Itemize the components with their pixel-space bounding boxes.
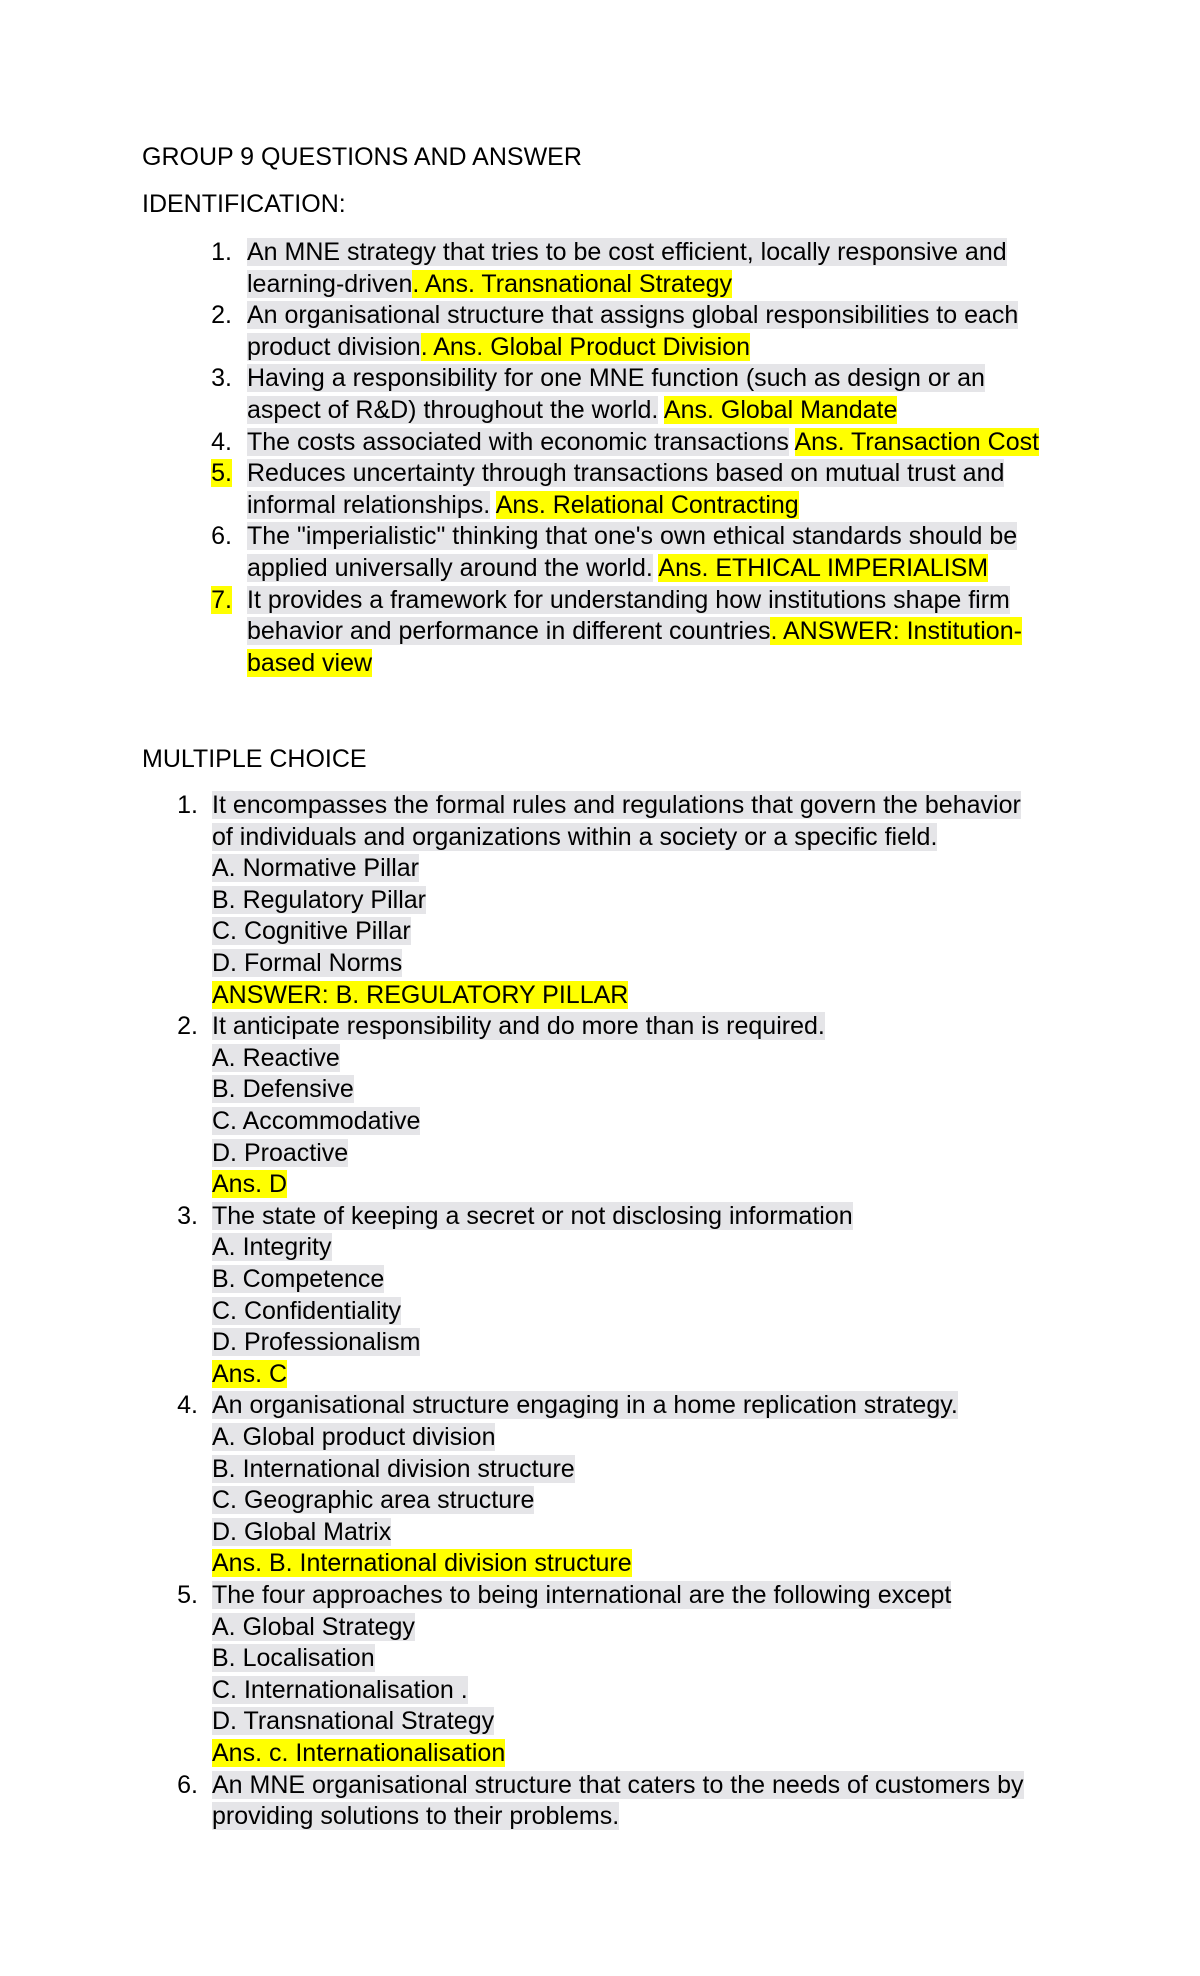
question-text [212, 1390, 958, 1421]
question-text-continued [247, 616, 1022, 647]
option-text: A. Global Strategy [212, 1612, 415, 1641]
option-c [212, 1296, 401, 1327]
question-text [247, 521, 1017, 552]
option-text: D. Professionalism [212, 1328, 421, 1357]
question-text [212, 1201, 853, 1232]
question-line: learning-driven [247, 269, 413, 298]
answer-highlight: Ans. ETHICAL IMPERIALISM [658, 554, 989, 582]
option-b [212, 1264, 384, 1295]
item-number: 4. [211, 427, 232, 456]
option-text: A. Integrity [212, 1233, 332, 1262]
answer-highlight: Ans. D [212, 1170, 288, 1199]
item-number: 1. [211, 238, 232, 266]
option-text: B. International division structure [212, 1454, 575, 1483]
question-text [212, 1770, 1024, 1801]
option-d [212, 1327, 420, 1358]
option-b [212, 885, 426, 916]
answer-highlight: Ans. Relational Contracting [495, 490, 799, 519]
question-line: An organisational structure that assigns global responsibilities to each [247, 301, 1019, 330]
question-line: providing solutions to their problems. [212, 1802, 620, 1831]
question-text [212, 790, 1021, 821]
option-c [212, 916, 411, 947]
question-line: Having a responsibility for one MNE function (such as design or an [247, 364, 985, 393]
option-d [212, 948, 402, 979]
question-line: The costs associated with economic transactions [247, 427, 789, 456]
item-number: 7. [211, 585, 232, 614]
question-line: It encompasses the formal rules and regulations that govern the behavior [212, 791, 1021, 819]
question-line: An MNE organisational structure that caters to the needs of customers by [212, 1770, 1024, 1799]
question-text-continued [247, 395, 897, 426]
option-text: D. Transnational Strategy [212, 1707, 495, 1736]
question-text [212, 1011, 825, 1042]
answer-line [212, 980, 628, 1011]
question-text [247, 363, 985, 394]
question-text-continued [247, 553, 988, 584]
question-line: An organisational structure engaging in a home replication strategy. [212, 1391, 958, 1420]
option-text: B. Localisation [212, 1644, 375, 1673]
question-line: The four approaches to being international are the following except [212, 1581, 952, 1609]
multiple-choice-heading: MULTIPLE CHOICE [142, 745, 367, 773]
question-text [247, 427, 1039, 458]
question-line: It anticipate responsibility and do more than is required. [212, 1012, 825, 1041]
answer-highlight: based view [247, 648, 373, 677]
question-line: of individuals and organizations within a society or a specific field. [212, 822, 938, 851]
answer-line [212, 1169, 287, 1200]
question-text-continued [247, 332, 750, 363]
option-c [212, 1485, 534, 1516]
identification-heading: IDENTIFICATION: [142, 190, 346, 218]
question-line: aspect of R&D) throughout the world. [247, 396, 659, 424]
question-line: The state of keeping a secret or not disclosing information [212, 1201, 853, 1230]
answer-highlight: Ans. B. International division structure [212, 1549, 632, 1578]
option-c [212, 1106, 420, 1137]
item-number: 5. [177, 1581, 198, 1609]
item-number: 5. [211, 459, 232, 488]
option-a [212, 1422, 495, 1453]
option-b [212, 1643, 375, 1674]
answer-highlight: . Ans. Global Product Division [420, 332, 751, 361]
option-a [212, 1043, 340, 1074]
option-text: C. Cognitive Pillar [212, 917, 411, 946]
option-text: C. Internationalisation . [212, 1675, 468, 1704]
answer-line [212, 1738, 505, 1769]
answer-highlight: Ans. Global Mandate [663, 396, 898, 424]
question-text [212, 1580, 951, 1611]
option-a [212, 1612, 415, 1643]
item-number: 6. [211, 522, 232, 551]
option-text: B. Competence [212, 1265, 385, 1293]
option-d [212, 1138, 348, 1169]
option-d [212, 1517, 391, 1548]
item-number: 3. [211, 364, 232, 393]
option-text: D. Proactive [212, 1138, 349, 1167]
question-text-continued [247, 269, 732, 300]
answer-line [212, 1548, 632, 1579]
question-text-continued [247, 490, 799, 521]
option-text: D. Formal Norms [212, 949, 403, 977]
option-text: C. Accommodative [212, 1107, 421, 1135]
item-number: 3. [177, 1201, 198, 1230]
answer-highlight: Ans. C [212, 1359, 288, 1388]
answer-highlight: Ans. c. Internationalisation [212, 1739, 506, 1767]
question-line: The "imperialistic" thinking that one's own ethical standards should be [247, 522, 1018, 551]
option-text: A. Global product division [212, 1423, 496, 1451]
question-text [247, 300, 1018, 331]
item-number: 2. [177, 1012, 198, 1041]
option-d [212, 1706, 494, 1737]
item-number: 2. [211, 301, 232, 330]
option-text: D. Global Matrix [212, 1517, 392, 1546]
option-text: B. Defensive [212, 1075, 354, 1104]
question-text [247, 237, 1007, 268]
item-number: 1. [177, 791, 198, 819]
option-text: A. Normative Pillar [212, 854, 419, 883]
question-line: applied universally around the world. [247, 554, 653, 582]
answer-highlight: ANSWER: B. REGULATORY PILLAR [212, 980, 629, 1009]
answer-line [212, 1359, 287, 1390]
question-line: An MNE strategy that tries to be cost efficient, locally responsive and [247, 238, 1007, 266]
question-text [212, 1801, 619, 1832]
question-line: product division [247, 332, 421, 361]
option-a [212, 853, 419, 884]
option-text: A. Reactive [212, 1043, 340, 1072]
answer-highlight: . Ans. Transnational Strategy [412, 269, 733, 298]
option-text: B. Regulatory Pillar [212, 885, 426, 914]
question-text [247, 458, 1004, 489]
question-text [247, 585, 1010, 616]
answer-continued [247, 648, 372, 679]
option-c [212, 1675, 468, 1706]
question-line: It provides a framework for understanding how institutions shape firm [247, 585, 1010, 614]
question-text [212, 822, 937, 853]
item-number: 6. [177, 1770, 198, 1799]
answer-highlight: Ans. Transaction Cost [794, 427, 1040, 456]
question-line: informal relationships. [247, 490, 491, 519]
option-b [212, 1074, 354, 1105]
option-a [212, 1232, 332, 1263]
answer-highlight: . ANSWER: Institution- [770, 617, 1022, 646]
question-line: behavior and performance in different countries [247, 617, 771, 646]
option-text: C. Confidentiality [212, 1296, 401, 1325]
item-number: 4. [177, 1391, 198, 1420]
option-text: C. Geographic area structure [212, 1486, 535, 1515]
question-line: Reduces uncertainty through transactions based on mutual trust and [247, 459, 1005, 488]
option-b [212, 1454, 575, 1485]
document-title: GROUP 9 QUESTIONS AND ANSWER [142, 143, 582, 171]
